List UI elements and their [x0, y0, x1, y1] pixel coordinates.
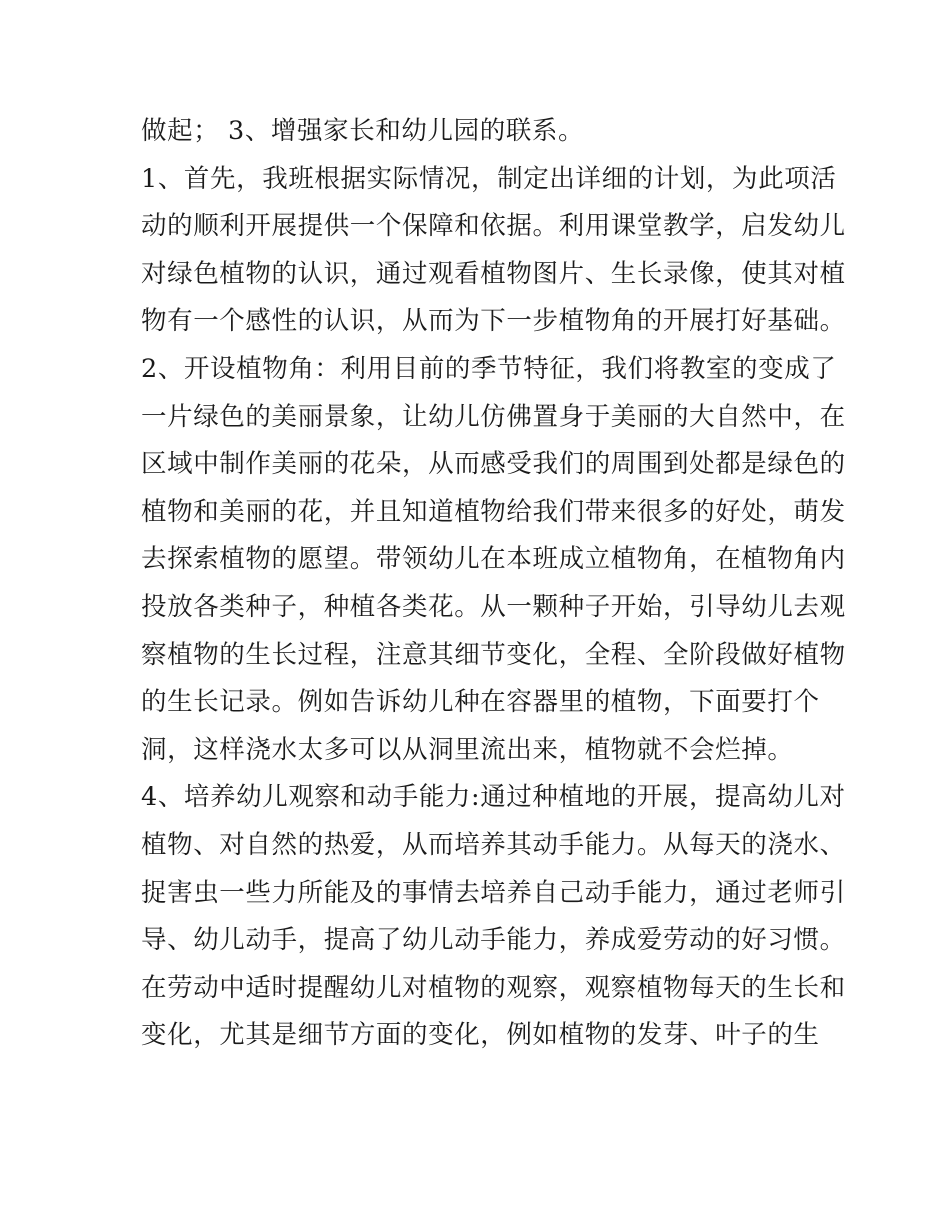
text-line: 2、开设植物角：利用目前的季节特征，我们将教室的变成了 — [141, 353, 837, 384]
text-line: 察植物的生长过程，注意其细节变化，全程、全阶段做好植物 — [141, 639, 846, 670]
text-line: 一片绿色的美丽景象，让幼儿仿佛置身于美丽的大自然中，在 — [141, 401, 846, 432]
text-line: 区域中制作美丽的花朵，从而感受我们的周围到处都是绿色的 — [141, 449, 846, 480]
text-line: 植物和美丽的花，并且知道植物给我们带来很多的好处，萌发 — [141, 496, 846, 527]
text-line: 1、首先，我班根据实际情况，制定出详细的计划，为此项活 — [141, 163, 837, 194]
text-line: 对绿色植物的认识，通过观看植物图片、生长录像，使其对植 — [141, 258, 846, 289]
text-line: 动的顺利开展提供一个保障和依据。利用课堂教学，启发幼儿 — [141, 211, 846, 242]
text-line: 的生长记录。例如告诉幼儿种在容器里的植物，下面要打个 — [141, 687, 820, 718]
text-line: 导、幼儿动手，提高了幼儿动手能力，养成爱劳动的好习惯。 — [141, 925, 846, 956]
text-line: 在劳动中适时提醒幼儿对植物的观察，观察植物每天的生长和 — [141, 972, 846, 1003]
text-line: 4、培养幼儿观察和动手能力:通过种植地的开展，提高幼儿对 — [141, 782, 846, 813]
text-line: 做起； 3、增强家长和幼儿园的联系。 — [141, 116, 585, 146]
body-text — [141, 108, 846, 1060]
text-line: 去探索植物的愿望。带领幼儿在本班成立植物角，在植物角内 — [141, 544, 846, 575]
text-line: 物有一个感性的认识，从而为下一步植物角的开展打好基础。 — [141, 306, 846, 337]
text-line: 捉害虫一些力所能及的事情去培养自己动手能力，通过老师引 — [141, 877, 846, 908]
text-line: 植物、对自然的热爱，从而培养其动手能力。从每天的浇水、 — [141, 829, 846, 860]
text-line: 变化，尤其是细节方面的变化，例如植物的发芽、叶子的生 — [141, 1020, 820, 1051]
text-line: 洞，这样浇水太多可以从洞里流出来，植物就不会烂掉。 — [141, 734, 794, 765]
text-line: 投放各类种子，种植各类花。从一颗种子开始，引导幼儿去观 — [141, 591, 846, 622]
